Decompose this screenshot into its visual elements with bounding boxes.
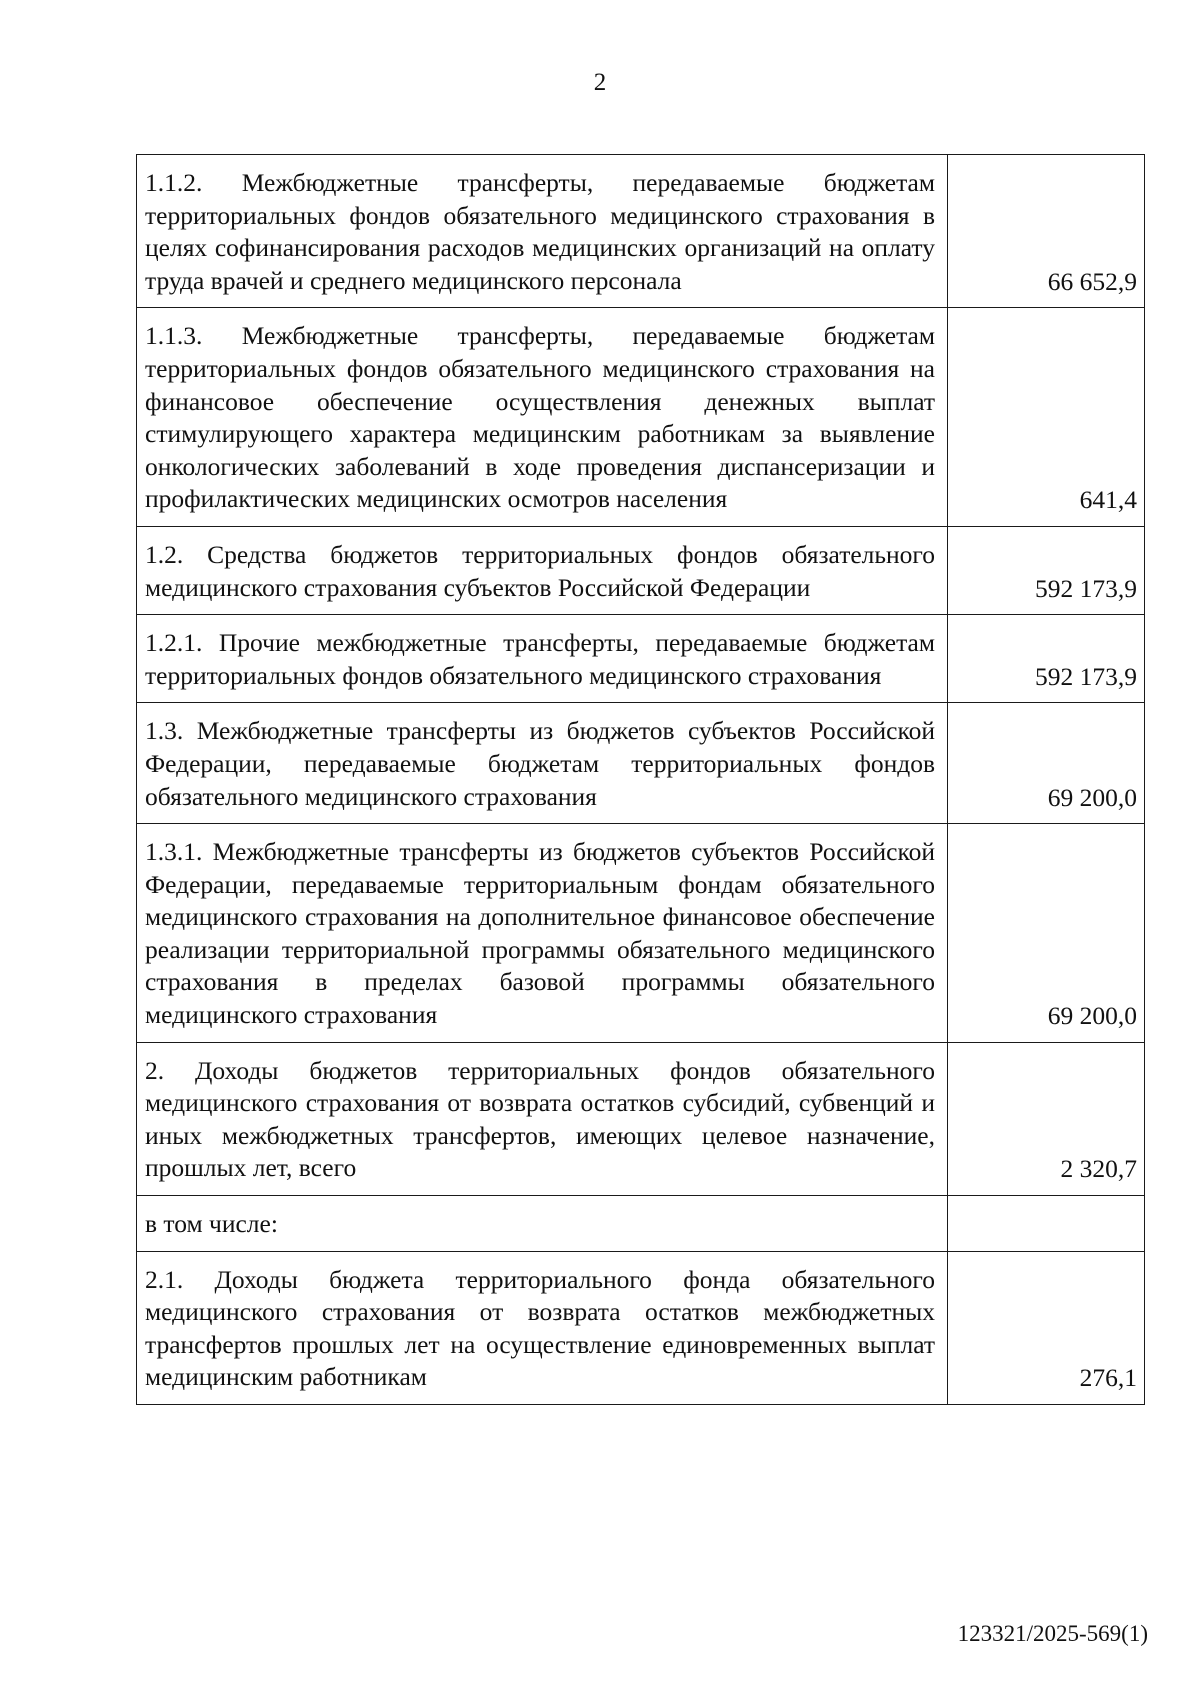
row-amount: 276,1 [948, 1251, 1145, 1404]
row-description: 1.1.3. Межбюджетные трансферты, передаваемые бюджетам территориальных фондов обязательного медицинского страхования на финансовое обеспечение осуществления денежных выплат стимулирующего характера медицинским работникам за выявление онкологических заболеваний в ходе проведения диспансеризации и профилактических медицинских осмотров населения [137, 308, 948, 527]
row-amount: 69 200,0 [948, 824, 1145, 1043]
document-id: 123321/2025-569(1) [957, 1621, 1148, 1646]
row-description: 1.3.1. Межбюджетные трансферты из бюджетов субъектов Российской Федерации, передаваемые территориальным фондам обязательного медицинского страхования на дополнительное финансовое обеспечение реализации территориальной программы обязательного медицинского страхования в пределах базовой программы обязательного медицинского страхования [137, 824, 948, 1043]
table-row [137, 1251, 1145, 1404]
table-row [137, 615, 1145, 703]
table-row [137, 1042, 1145, 1195]
row-description: 2. Доходы бюджетов территориальных фондов обязательного медицинского страхования от возврата остатков субсидий, субвенций и иных межбюджетных трансфертов, имеющих целевое назначение, прошлых лет, всего [137, 1042, 948, 1195]
table-row [137, 308, 1145, 527]
row-amount: 66 652,9 [948, 155, 1145, 308]
row-description: 1.3. Межбюджетные трансферты из бюджетов субъектов Российской Федерации, передаваемые бюджетам территориальных фондов обязательного медицинского страхования [137, 703, 948, 824]
budget-table [136, 154, 1145, 1405]
row-amount: 592 173,9 [948, 615, 1145, 703]
row-amount-empty [948, 1196, 1145, 1252]
row-description: 1.2. Средства бюджетов территориальных фондов обязательного медицинского страхования субъектов Российской Федерации [137, 526, 948, 614]
row-description: в том числе: [137, 1196, 948, 1252]
table-row [137, 703, 1145, 824]
row-description: 1.2.1. Прочие межбюджетные трансферты, передаваемые бюджетам территориальных фондов обязательного медицинского страхования [137, 615, 948, 703]
table-row [137, 824, 1145, 1043]
row-description: 2.1. Доходы бюджета территориального фонда обязательного медицинского страхования от возврата остатков межбюджетных трансфертов прошлых лет на осуществление единовременных выплат медицинским работникам [137, 1251, 948, 1404]
row-amount: 69 200,0 [948, 703, 1145, 824]
table-row [137, 155, 1145, 308]
row-description: 1.1.2. Межбюджетные трансферты, передаваемые бюджетам территориальных фондов обязательного медицинского страхования в целях софинансирования расходов медицинских организаций на оплату труда врачей и среднего медицинского персонала [137, 155, 948, 308]
row-amount: 592 173,9 [948, 526, 1145, 614]
table-row [137, 1196, 1145, 1252]
page-number: 2 [593, 69, 607, 96]
table-row [137, 526, 1145, 614]
row-amount: 2 320,7 [948, 1042, 1145, 1195]
row-amount: 641,4 [948, 308, 1145, 527]
